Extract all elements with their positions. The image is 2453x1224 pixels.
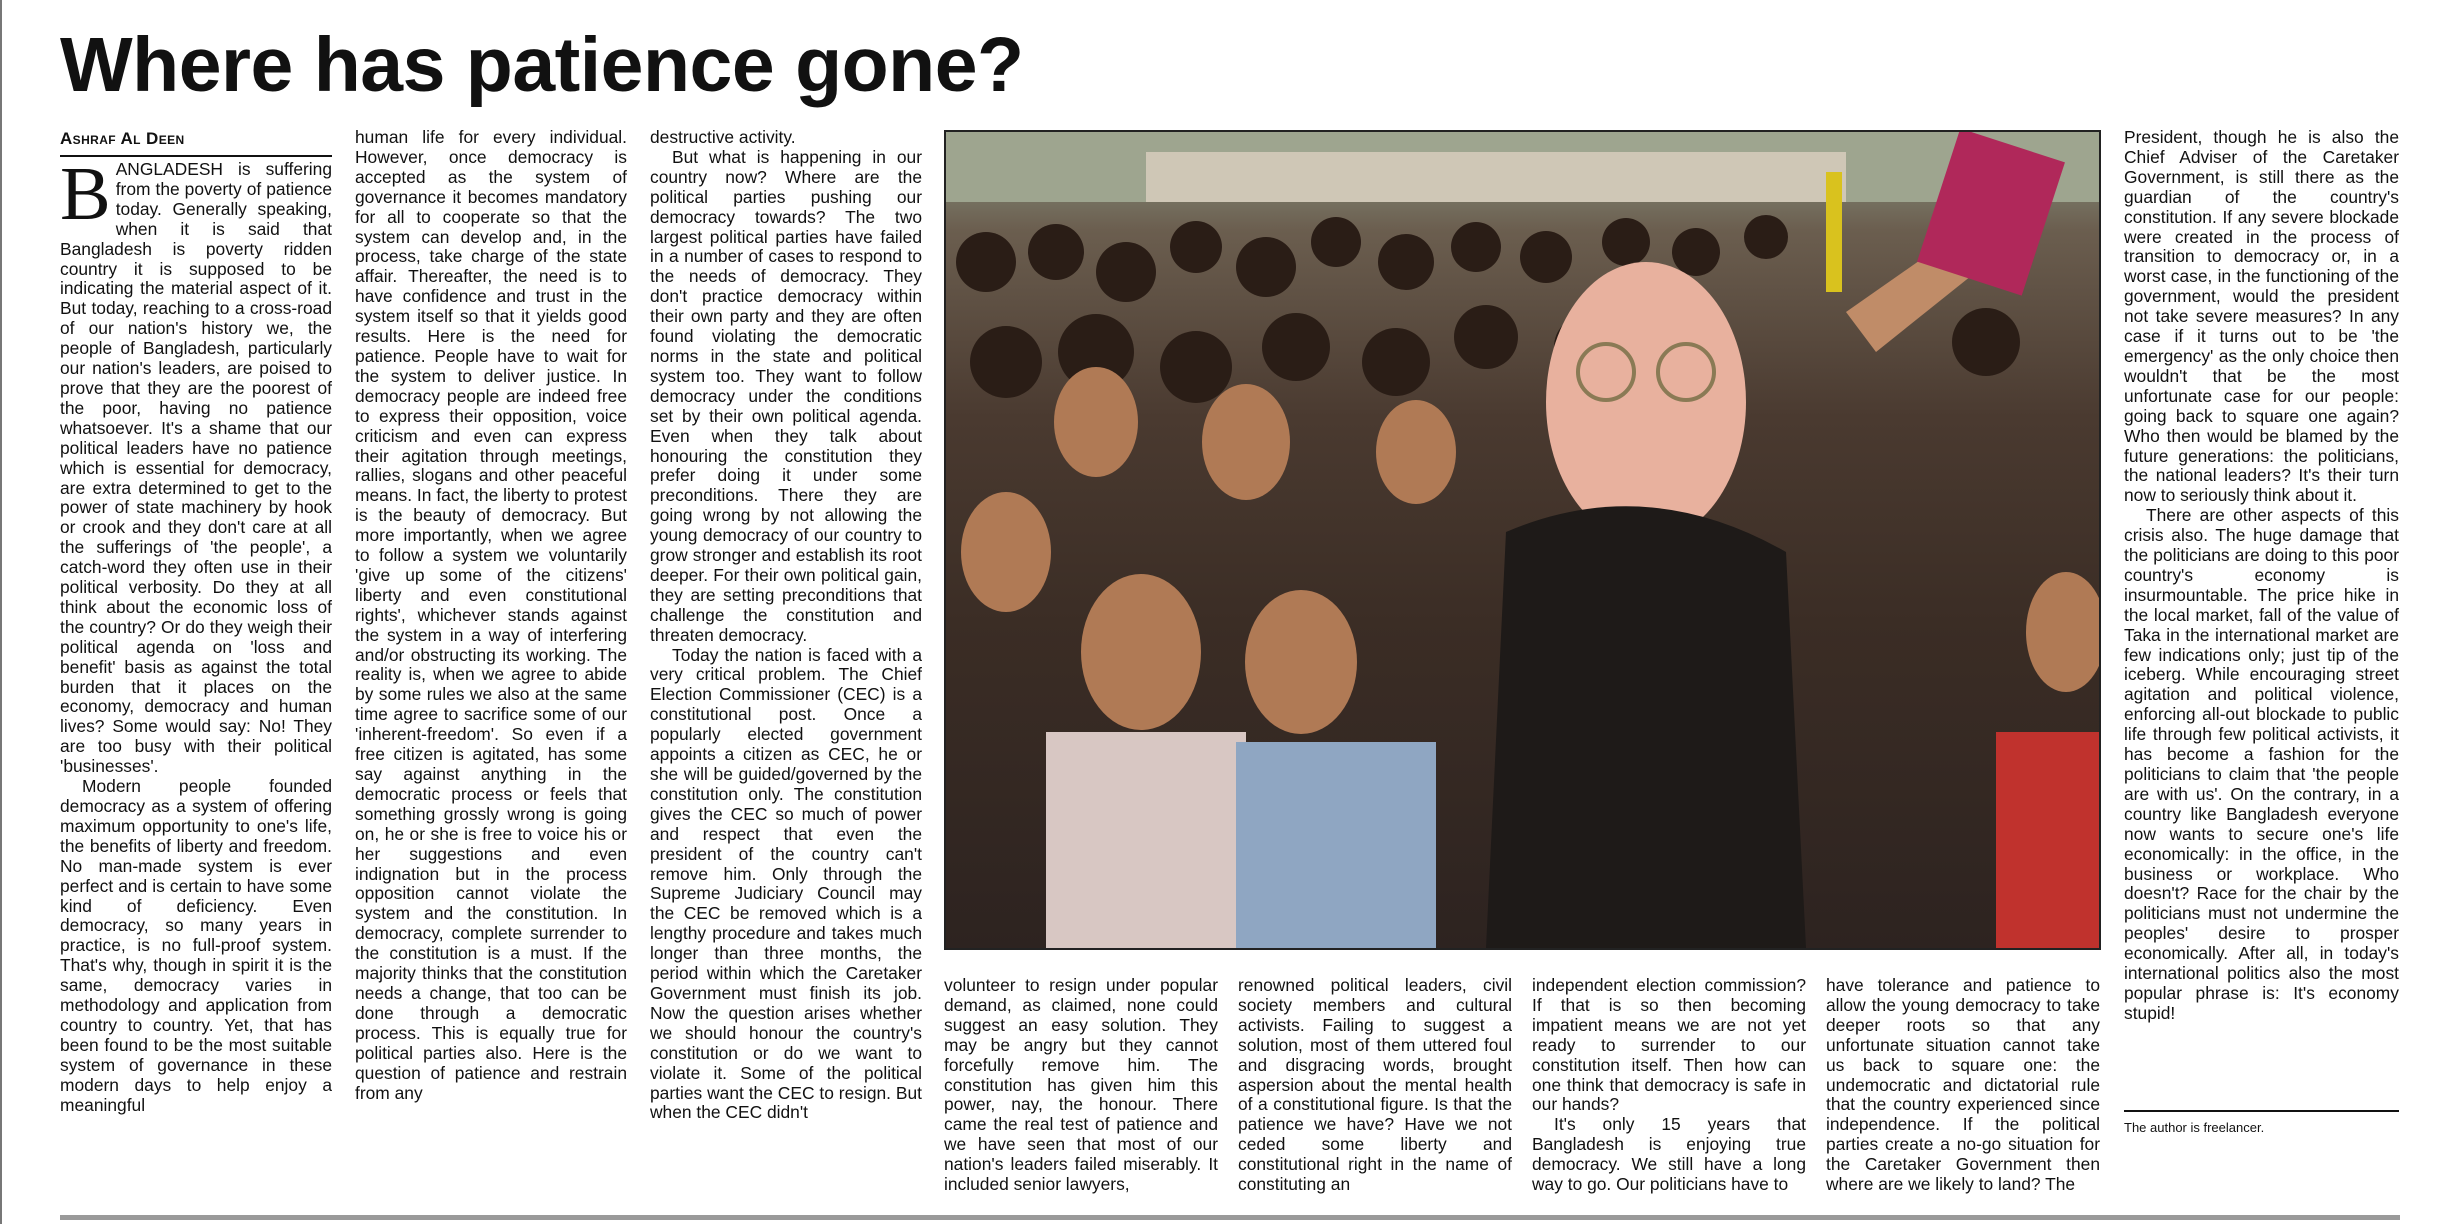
paragraph: volunteer to resign under popular demand, as claimed, none could suggest an easy solution. They may be angry but they cannot forcefully remove him. The constitution has given him this power, nay, the honour. There came the real test of patience and we have seen that most of our nation's leaders failed miserably. It included senior lawyers, <box>944 976 1218 1195</box>
paragraph: Today the nation is faced with a very critical problem. The Chief Election Commissioner (CEC) is a constitutional post. Once a popularly elected government appoints a citizen as CEC, he or she will be guided/governed by the constitution only. The constitution gives the CEC so much of power and respect that even the president of the country can't remove him. Only through the Supreme Judiciary Council may the CEC be removed which is a lengthy procedure and takes much longer than three months, the period within which the Caretaker Government must finish its job. Now the question arises whether we should honour the country's constitution or do we want to violate it. Some of the political parties want the CEC to resign. But when the CEC didn't <box>650 644 922 1123</box>
author-byline: Ashraf Al Deen <box>60 128 332 157</box>
paragraph: It's only 15 years that Bangladesh is enjoying true democracy. We still have a long way to go. Our politicians have to <box>1532 1114 1806 1195</box>
paragraph: independent election commission? If that is so then becoming impatient means we are not yet ready to surrender to our constitution itself. Then how can one think that democracy is safe in our hands? <box>1532 976 1806 1115</box>
paragraph: Modern people founded democracy as a system of offering maximum opportunity to one's life, the benefits of liberty and freedom. No man-made system is ever perfect and is certain to have some kind of deficiency. Even democracy, so many years in practice, is no full-proof system. That's why, though in spirit it is the same, democracy varies in methodology and application from country to country. Yet, that has been found to be the most suitable system of governance in these modern days to help enjoy a meaningful <box>60 776 332 1115</box>
page-edge-rule <box>0 0 2 1224</box>
paragraph-text: ANGLADESH is suffering from the poverty of patience today. Generally speaking, when it is said that Bangladesh is poverty ridden country it is supposed to be indicating the material aspect of it. But today, reaching to a cross-road of our nation's history we, the people of Bangladesh, particularly our nation's leaders, are poised to prove that they are the poorest of the poor, having no patience whatsoever. It's a shame that our political leaders have no patience which is essential for democracy, are extra determined to get to the power of state machinery by hook or crook and they don't care at all the sufferings of 'the people', a catch-word they often use in their political verbosity. Do they at all think about the economic loss of the country? Or do they weigh their political agenda on 'loss and benefit' basis as against the total burden that it places on the economy, democracy and human lives? Some would say: No! They are too busy with their political 'businesses'. <box>60 160 332 777</box>
text-column-1 <box>60 160 332 1210</box>
text-column-8 <box>2124 128 2399 1103</box>
paragraph: human life for every individual. However, once democracy is accepted as the system of governance it becomes mandatory for all to cooperate so that the system can develop and, in the process, take charge of the state affair. Thereafter, the need is to have confidence and trust in the system itself so that it yields good results. Here is the need for patience. People have to wait for the system to deliver justice. In democracy people are indeed free to express their opposition, voice criticism and even can express their agitation through meetings, rallies, slogans and other peaceful means. In fact, the liberty to protest is the beauty of democracy. But more importantly, when we agree to follow a system we voluntarily 'give up some of the citizens' liberty and even constitutional rights', whichever stands against the system in a way of interfering and/or obstructing its working. The reality is, when we agree to abide by some rules we also at the same time agree to sacrifice some of our 'inherent-freedom'. So even if a free citizen is agitated, has some say against anything in the democratic process or feels that something grossly wrong is going on, he or she is free to voice his or her suggestions and even indignation but in the process opposition cannot violate the system and the constitution. In democracy, complete surrender to the constitution is a must. If the majority thinks that the constitution needs a change, that too can be done through a democratic process. This is equally true for political parties also. Here is the question of patience and restrain from any <box>355 128 627 1103</box>
bottom-rule <box>60 1215 2400 1220</box>
text-column-2 <box>355 128 627 1210</box>
protest-photo <box>944 130 2101 950</box>
paragraph: renowned political leaders, civil society members and cultural activists. Failing to suggest a solution, most of them uttered foul and disgracing words, brought aspersion about the mental health of a constitutional figure. Is that the patience we have? Have we not ceded some liberty and constitutional right in the name of constituting an <box>1238 976 1512 1195</box>
text-column-3 <box>650 128 922 1210</box>
article-headline: Where has patience gone? <box>60 22 1024 108</box>
crowd-with-effigy-image <box>946 132 2099 948</box>
paragraph: have tolerance and patience to allow the young democracy to take deeper roots so that any unfortunate situation cannot take us back to square one: the undemocratic and dictatorial rule that the country experienced since independence. If the political parties create a no-go situation for the Caretaker Government then where are we likely to land? The <box>1826 976 2100 1195</box>
text-column-5 <box>1238 976 1512 1210</box>
author-note-divider <box>2124 1110 2399 1112</box>
paragraph: There are other aspects of this crisis also. The huge damage that the politicians are doing to this poor country's economy is insurmountable. The price hike in the local market, fall of the value of Taka in the international market are few indications only; just tip of the iceberg. While encouraging street agitation and political violence, enforcing all-out blockade to public life through few political activists, it has become a fashion for the politicians to claim that 'the people are with us'. On the contrary, in a country like Bangladesh everyone now wants to secure one's life economically: in the office, in the business or workplace. Who doesn't? Race for the chair by the politicians must not undermine the peoples' desire to prosper economically. After all, in today's international politics also the most popular phrase is: It's economy stupid! <box>2124 505 2399 1023</box>
drop-cap: B <box>60 160 111 236</box>
lead-paragraph <box>60 160 332 777</box>
text-column-7 <box>1826 976 2100 1210</box>
author-note: The author is freelancer. <box>2124 1120 2265 1135</box>
paragraph: But what is happening in our country now? Where are the political parties pushing our democracy towards? The two largest political parties have failed in a number of cases to respond to the needs of democracy. They don't practice democracy within their own party and they are often found violating the democratic norms in the state and political system too. They want to follow democracy under the conditions set by their own political agenda. Even when they talk about honouring the constitution they prefer doing it under some preconditions. There they are going wrong by not allowing the young democracy of our country to grow stronger and establish its root deeper. For their own political gain, they are setting preconditions that challenge the constitution and threaten democracy. <box>650 146 922 645</box>
text-column-6 <box>1532 976 1806 1210</box>
paragraph: President, though he is also the Chief Adviser of the Caretaker Government, is still there as the guardian of the country's constitution. If any severe blockade were created in the process of transition to democracy or, in a worst case, in the functioning of the government, would the president not take severe measures? In any case if it turns out to be 'the emergency' as the only choice then wouldn't that be the most unfortunate case for our people: going back to square one again? Who then would be blamed by the future generations: the politicians, the national leaders? It's their turn now to seriously think about it. <box>2124 128 2399 506</box>
paragraph: destructive activity. <box>650 128 796 147</box>
text-column-4 <box>944 976 1218 1210</box>
